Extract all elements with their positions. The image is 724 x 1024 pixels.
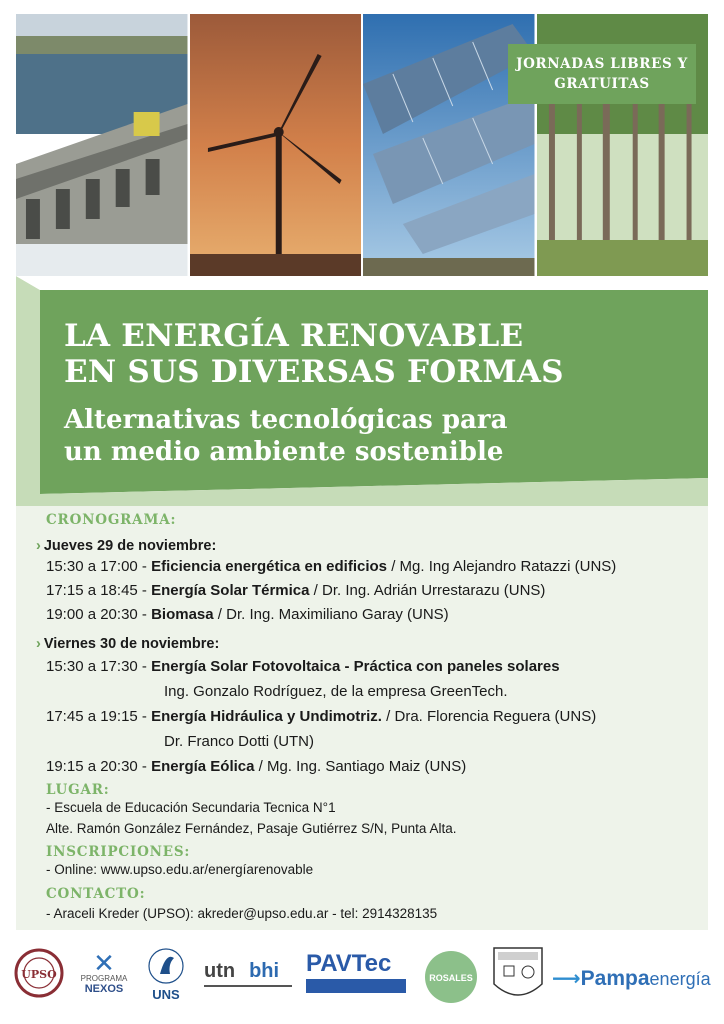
main-title	[64, 318, 564, 390]
subtitle	[64, 404, 507, 468]
utn-underline	[204, 985, 292, 987]
utn-logo-text: utn	[204, 960, 236, 982]
lugar-line-1: - Escuela de Educación Secundaria Tecnica N°1	[46, 800, 336, 815]
subtitle-line-2: un medio ambiente sostenible	[64, 437, 504, 467]
session-speaker: / Mg. Ing. Santiago Maiz (UNS)	[254, 758, 467, 775]
day-heading-thursday	[36, 538, 216, 554]
pavtec-banner	[306, 979, 406, 993]
subtitle-line-1: Alternativas tecnológicas para	[64, 405, 508, 435]
inscripciones-heading: INSCRIPCIONES:	[46, 844, 191, 860]
session-row	[46, 708, 596, 725]
session-topic: Biomasa	[151, 606, 214, 623]
sponsor-logos	[0, 938, 724, 1018]
programa-nexos-logo	[78, 948, 130, 1002]
session-speaker: / Dr. Ing. Maximiliano Garay (UNS)	[213, 606, 449, 623]
session-topic: Eficiencia energética en edificios	[151, 558, 388, 575]
day-label: Jueves 29 de noviembre:	[43, 538, 217, 554]
badge-line-1: JORNADAS LIBRES Y	[516, 56, 688, 72]
chevron-right-icon: ›	[36, 636, 41, 652]
session-speaker: / Mg. Ing Alejandro Ratazzi (UNS)	[387, 558, 617, 575]
uns-logo	[140, 944, 192, 1004]
free-events-badge	[508, 44, 696, 104]
pampa-energia-logo	[552, 966, 712, 996]
day-label: Viernes 30 de noviembre:	[43, 636, 220, 652]
badge-line-2: GRATUITAS	[554, 76, 650, 92]
lugar-heading: LUGAR:	[46, 782, 110, 798]
session-topic: Energía Solar Térmica	[151, 582, 310, 599]
session-row	[46, 658, 560, 675]
pampa-swoosh-icon: ⟶	[552, 968, 581, 990]
pampa-logo-text: Pampa	[580, 967, 650, 990]
dam-photo	[16, 14, 188, 276]
contacto-heading: CONTACTO:	[46, 886, 146, 902]
session-speaker: / Dra. Florencia Reguera (UNS)	[381, 708, 597, 725]
session-row	[46, 606, 449, 623]
nexos-bottom-text: NEXOS	[84, 983, 124, 995]
wind-turbine-photo	[190, 14, 362, 276]
upso-seal-logo	[14, 948, 64, 998]
chevron-right-icon: ›	[36, 538, 41, 554]
day-heading-friday	[36, 636, 219, 652]
upso-logo-text: UPSO	[21, 968, 57, 981]
inscripciones-line-1: - Online: www.upso.edu.ar/energíarenovable	[46, 862, 314, 877]
session-row	[46, 758, 466, 775]
cronograma-heading: CRONOGRAMA:	[46, 512, 177, 528]
session-time: 19:00 a 20:30 -	[46, 606, 152, 623]
rosales-logo	[424, 950, 478, 1004]
lugar-line-2: Alte. Ramón González Fernández, Pasaje Gutiérrez S/N, Punta Alta.	[46, 821, 457, 836]
title-band	[16, 276, 708, 508]
session-time: 15:30 a 17:30 -	[46, 658, 152, 675]
energia-logo-text: energía	[649, 969, 711, 989]
school-emblem-logo	[492, 944, 544, 1006]
uns-logo-text: UNS	[152, 987, 180, 1002]
bhi-logo-text: bhi	[249, 960, 280, 982]
session-row	[46, 558, 616, 575]
nexos-x-icon: ✕	[93, 948, 115, 978]
session-time: 17:45 a 19:15 -	[46, 708, 152, 725]
session-time: 15:30 a 17:00 -	[46, 558, 152, 575]
rosales-logo-text: ROSALES	[429, 973, 473, 983]
session-topic: Energía Solar Fotovoltaica - Práctica con paneles solares	[151, 658, 560, 675]
session-continuation: Ing. Gonzalo Rodríguez, de la empresa GreenTech.	[164, 683, 508, 700]
session-time: 19:15 a 20:30 -	[46, 758, 152, 775]
main-title-line-1: LA ENERGÍA RENOVABLE	[64, 318, 524, 354]
session-topic: Energía Eólica	[151, 758, 255, 775]
session-row	[46, 582, 545, 599]
session-speaker: / Dr. Ing. Adrián Urrestarazu (UNS)	[309, 582, 546, 599]
session-topic: Energía Hidráulica y Undimotriz.	[151, 708, 382, 725]
nexos-top-text: PROGRAMA	[80, 974, 128, 983]
pavtec-logo-text: PAVTec	[306, 950, 392, 977]
main-title-line-2: EN SUS DIVERSAS FORMAS	[64, 354, 564, 390]
pavtec-logo	[306, 952, 410, 996]
session-continuation: Dr. Franco Dotti (UTN)	[164, 733, 315, 750]
contacto-line-1: - Araceli Kreder (UPSO): akreder@upso.edu.ar - tel: 2914328135	[46, 906, 438, 921]
utn-bhi-logo	[204, 960, 296, 990]
session-time: 17:15 a 18:45 -	[46, 582, 152, 599]
